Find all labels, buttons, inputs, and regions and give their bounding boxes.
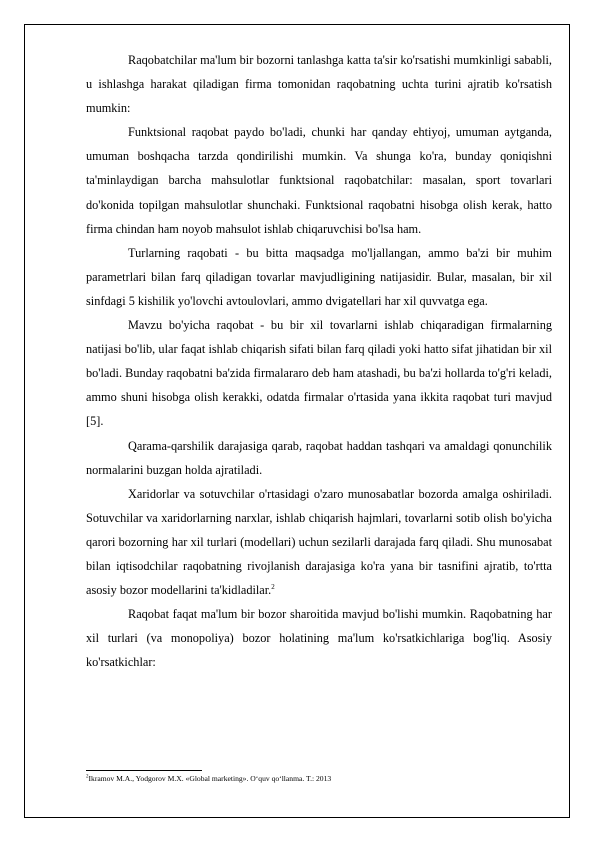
footnote-text: Ikramov M.A., Yodgorov M.X. «Global marketing». O‘quv qo‘llanma. T.: 2013 — [88, 774, 332, 783]
footnote — [86, 774, 552, 784]
paragraph-competition-degree: Qarama-qarshilik darajasiga qarab, raqobat haddan tashqari va amaldagi qonunchilik normalarini buzgan holda ajratiladi. — [86, 438, 552, 477]
document-body — [86, 48, 552, 674]
paragraph-competition-types: Raqobatchilar ma'lum bir bozorni tanlashga katta ta'sir ko'rsatishi mumkinligi sababli, u ishlashga harakat qiladigan firma tomonidan raqobatning uchta turini ajratib ko'rsatish mumkin: — [86, 53, 552, 116]
paragraph-species-competition: Turlarning raqobati - bu bitta maqsadga mo'ljallangan, ammo ba'zi bir muhim parametrlari bilan farq qiladigan tovarlar mavjudligining natijasidir. Bular, masalan, bir xil sinfdagi 5 kishilik yo'lovchi avtoulovlari, ammo dvigatellari har xil quvvatga ega. — [86, 245, 552, 308]
paragraph-market-indicators: Raqobat faqat ma'lum bir bozor sharoitida mavjud bo'lishi mumkin. Raqobatning har xil turlari (va monopoliya) bozor holatining ma'lum ko'rsatkichlariga bog'liq. Asosiy ko'rsatkichlar: — [86, 607, 552, 670]
paragraph-market-models-text: Xaridorlar va sotuvchilar o'rtasidagi o'zaro munosabatlar bozorda amalga oshiriladi. Sotuvchilar va xaridorlarning narxlar, ishlab chiqarish hajmlari, tovarlarni sotib olish bo'yicha qarori bozorning har xil turlari (modellari) uchun sezilarli darajada farq qiladi. Shu munosabat bilan iqtisodchilar raqobatning rivojlanish darajasiga ko'ra yana bir tasnifini ajratib, to'rtta asosiy bozor modellarini ta'kidladilar. — [86, 486, 552, 598]
footnote-reference[interactable]: 2 — [271, 582, 275, 591]
paragraph-functional-competition: Funktsional raqobat paydo bo'ladi, chunki har qanday ehtiyoj, umuman aytganda, umuman boshqacha tarzda qondirilishi mumkin. Va shunga ko'ra, bunday qoniqishni ta'minlaydigan barcha mahsulotlar funktsional raqobatchilar: masalan, sport tovarlari do'konida topilgan mahsulotlar shunchaki. Funktsional raqobatni hisobga olish kerak, hatto firma chindan ham noyob mahsulot ishlab chiqaruvchisi bo'lsa ham. — [86, 125, 552, 236]
footnote-divider — [86, 770, 202, 771]
paragraph-subject-competition: Mavzu bo'yicha raqobat - bu bir xil tovarlarni ishlab chiqaradigan firmalarning natijasi bo'lib, ular faqat ishlab chiqarish sifati bilan farq qiladi yoki hatto sifat jihatidan bir xil bo'ladi. Bunday raqobatni ba'zida firmalararo deb ham atashadi, bu ba'zi hollarda to'g'ri keladi, ammo shuni hisobga olish kerakki, odatda firmalar o'rtasida yana ikkita raqobat turi mavjud [5]. — [86, 318, 552, 429]
footnote-number: 2 — [86, 774, 89, 780]
paragraph-market-models — [86, 482, 552, 602]
